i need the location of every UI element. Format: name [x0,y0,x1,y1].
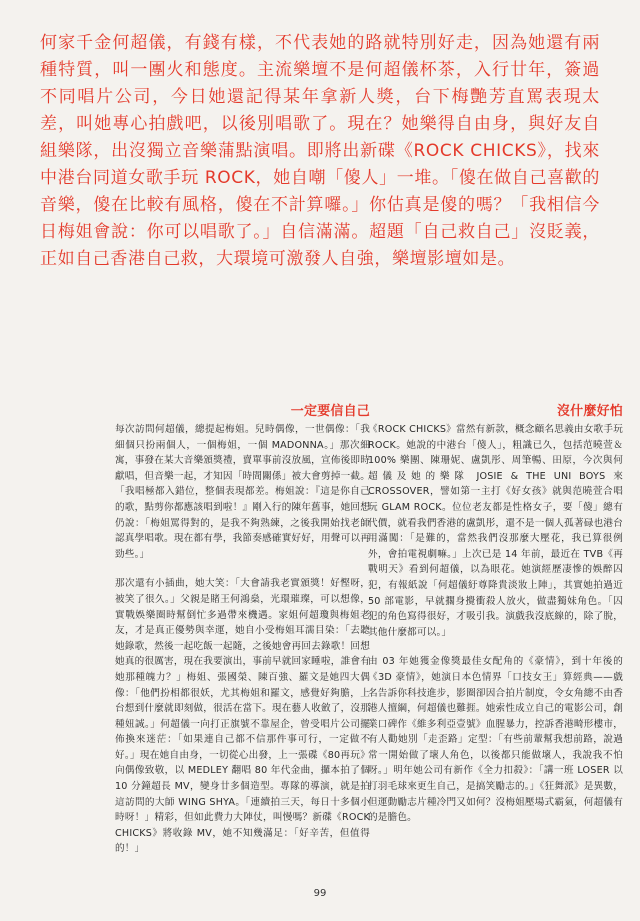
lead-paragraph: 何家千金何超儀，有錢有樣，不代表她的路就特別好走，因為她還有兩種特質，叫一團火和態度。主流樂壇不是何超儀杯茶，入行廿年，簽過不同唱片公司，今日她還記得某年拿新人獎，台下梅艷芳直罵表現太差，叫她專心拍戲吧，以後別唱歌了。現在？她樂得自由身，與好友自組樂隊，出沒獨立音樂蒲點演唱。即將出新碟《ROCK CHICKS》，找來中港台同道女歌手玩 ROCK，她自嘲「傻人」一堆。「傻在做自己喜歡的音樂，傻在比較有風格，傻在不計算囉。」你估真是傻的嗎？「我相信今日梅姐會說：你可以唱歌了。」自信滿滿。超題「自己救自己」沒貶義，正如自己香港自己救，大環境可激發人自強，樂壇影壇如是。 [40,33,600,269]
page-number: 99 [313,888,327,899]
right-column-paragraph: 由 03 年她獲金像獎最佳女配角的《豪情》，到十年後的《3D 豪情》，她演日本色情界「口技女王」算經典——戲名告訴你科技進步，影圈卻因合拍片制度，令女角總不由香港人擅綱，何超儀也難捱。她索性成立自己的電影公司，創業口碑作《維多利亞壹號》血腥暴力，控訴香港畸形樓市，有人勸她別「走歪路」定型：「有些前輩幫我想前路，說過常一開始做了壞人角色，以後都只能做壞人，我說我不怕呀。」明年她公司有新作《全力扣殺》：「講一班 LOSER 以打羽毛球來更生自己，是搞笑勵志的。」《狂舞派》是異數，但運動勵志片種冷門又如何？沒梅姐壓場式霸氣，何超儀有的是膽色。 [368,656,623,824]
right-column-heading: 沒什麼好怕 [556,404,623,419]
right-column [368,404,623,826]
right-column-paragraph: 《ROCK CHICKS》當然有新款，概念顧名思義由女歌手玩 ROCK。她說的中港台「傻人」，粗識已久，包括范曉萱＆100% 樂團、陳珊妮、盧凱彤、周筆暢、田原，今次與何超儀及她的樂隊 JOSIE & THE UNI BOYS 來 CROSSOVER，譬如第一主打《好女孩》就與范曉萱合唱玩 GLAM ROCK。位位老友都是性格女子，要「傻」總有代價，就看我們香港的盧凱彤，還不是一個人孤著碌也港台用滿闖：「是難的，當然我們沒那麼大壓花，我已算很例外，會拍電視劇嘛。」上次已是 14 年前，最近在 TVB《再戰明天》看到何超儀，以為眼花。她演經歷凄慘的娛醉囚犯，有報紙說「何超儀紆尊降貴淡妝上陣」，其實她拍過近 50 部電影，早就擱身攪衝殺人放火，做盡獨妹角色。「囚犯的角色寫得很好，才吸引我。演戲我沒底線的，除了脫，其他什麼都可以。」 [368,424,623,638]
left-column-paragraph: 每次訪問何超儀，總提起梅姐。兒時偶像，一世偶像：「我細個只扮兩個人，一個梅姐，一個 MADONNA。」那次細寓，事發在某大音樂頒獎禮，賣單事前沒放風，宣佈後即時獻唱，但音樂一起，才知因「時間關係」被大會剪掉一截。「我唱極都入錯位，整個表現都差。梅姐說：『這是你自己的歌，點剪你都應該唱到啦！』剛入行的陳年舊事，她回想仍說：「梅姐罵得對的，是我不夠熟練，之後我開始找老師認真學唱歌。現在都有學，我節奏感確實好好，用聲可以再勁些。」 [115,424,370,560]
left-column-heading: 一定要信自己 [290,404,370,419]
left-column [115,404,370,857]
left-column-paragraph: 那次還有小插曲，她大笑：「大會請我老實頒獎！好慳呀，被笑了很久。」父親是賭王何鴻燊，光環璀璨，可以想像，實戰娛樂圈時幫倒忙多過帶來機遇。家姐何超瓊與梅姐老友，才是真正優勢與幸運，她自小受梅姐耳濡目染：「去聽她錄歌，然後一起吃飯一起隨，之後她會再回去錄歌！回想她真的很厲害，現在我要演出，事前早就回家睡啦，誰會有她那種魄力？」梅姐、張國榮、陳百強、羅文是她四大偶像：「他們扮相都很妖，尤其梅姐和羅文，感覺好夠膽，上台想到什麼就即刻做，很活在當下。現在藝人收斂了，沒那種妞誠。」何超儀一向打正旗號不靠屋企，曾受唱片公司擺佈換來迷茫：「如果連自己都不信那件事可行，一定做不好。」現在她自由身，一切從心出發，上一張碟《80再玩》向偶像致敬，以 MEDLEY 翻唱 80 年代金曲，攞本拍了個 10 分鐘超長 MV，變身廿多個造型。專隊的導演，就是拍這訪問的大師 WING SHYA。「連續拍三天，每日十多個小時呀！」精彩，但如此費力大陣仗，叫慢嗎？新碟《ROCK CHICKS》將收錄 MV，她不知幾滿足：「好辛苦，但值得的！」 [115,578,370,855]
